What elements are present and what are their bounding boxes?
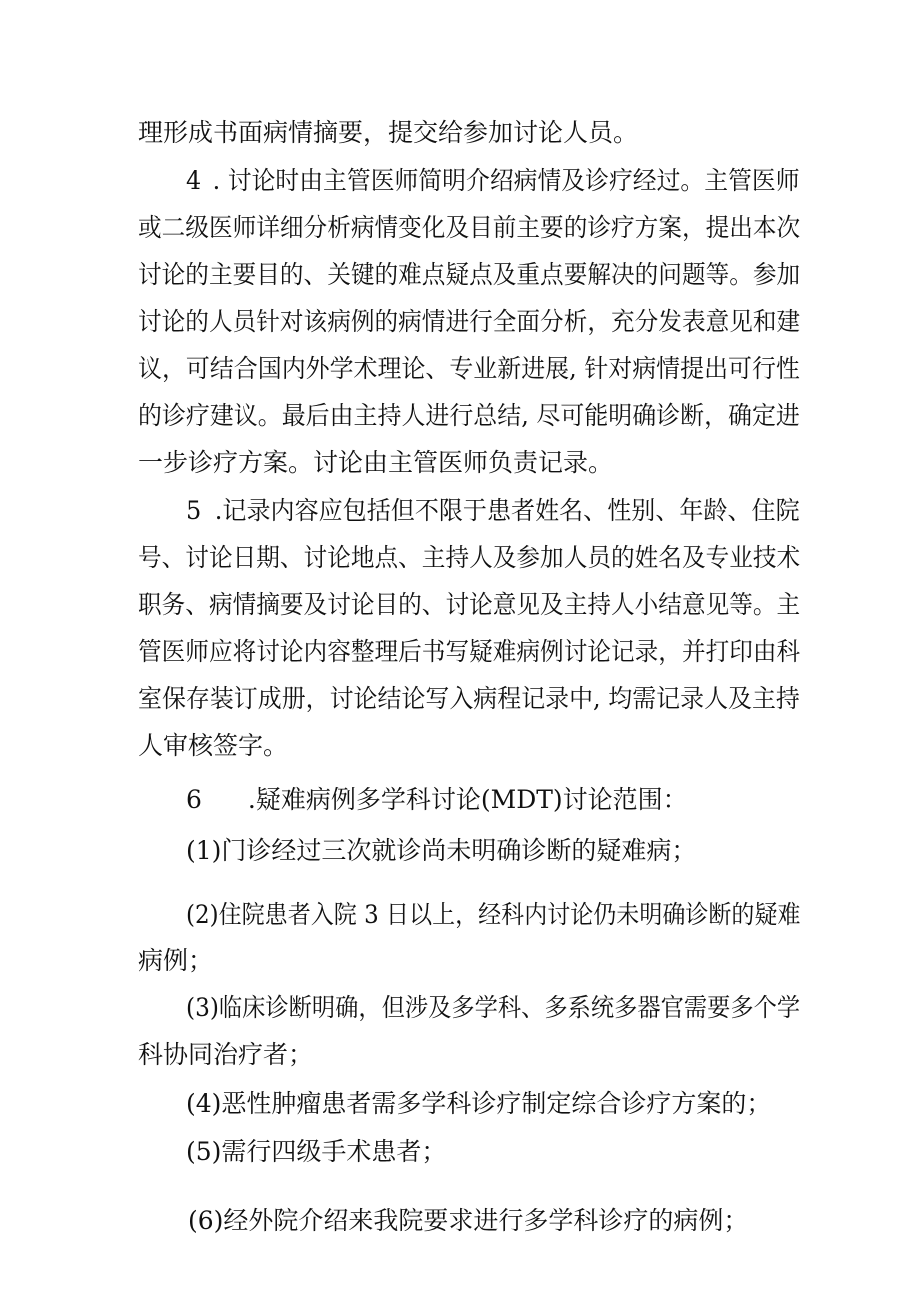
text-line: .记录内容应包括但不限于患者姓名、性别、年龄、住院	[214, 496, 800, 525]
text-line: (4)恶性肿瘤患者需多学科诊疗制定综合诊疗方案的；	[186, 1089, 772, 1118]
paragraph-3-continuation	[138, 116, 638, 150]
text-line: 科协同治疗者；	[138, 1040, 314, 1069]
scope-item-5	[186, 1135, 446, 1169]
item-5-first-line	[186, 494, 800, 528]
item-number: 4	[186, 166, 202, 195]
text-line: 或二级医师详细分析病情变化及目前主要的诊疗方案，提出本次	[138, 213, 801, 242]
text-line: 讨论的人员针对该病例的病情进行全面分析，充分发表意见和建	[138, 307, 801, 336]
item-4-line	[138, 352, 800, 386]
item-5-line	[138, 588, 800, 622]
text-line: . 讨论时由主管医师简明介绍病情及诊疗经过。主管医师	[212, 166, 800, 195]
item-4-line	[138, 258, 800, 292]
text-line: 讨论的主要目的、关键的难点疑点及重点要解决的问题等。参加	[138, 260, 801, 289]
item-4-line	[138, 446, 613, 480]
text-line: 病例；	[138, 946, 214, 975]
item-number: 5	[186, 496, 202, 525]
text-line: 议，可结合国内外学术理论、专业新进展, 针对病情提出可行性	[138, 354, 800, 383]
item-4-line	[138, 305, 800, 339]
item-5-line	[138, 729, 288, 763]
text-line: 室保存装订成册，讨论结论写入病程记录中, 均需记录人及主持	[138, 684, 800, 713]
scope-item-3-continuation	[138, 1038, 313, 1072]
text-line: 的诊疗建议。最后由主持人进行总结, 尽可能明确诊断，确定进	[138, 401, 800, 430]
scope-item-1	[186, 834, 696, 868]
item-5-line	[138, 635, 800, 669]
text-line: 号、讨论日期、讨论地点、主持人及参加人员的姓名及专业技术	[138, 543, 801, 572]
scope-item-2	[186, 898, 801, 932]
item-number: 6	[186, 785, 202, 814]
item-4-line	[138, 399, 800, 433]
text-line: (1)门诊经过三次就诊尚未明确诊断的疑难病；	[186, 836, 697, 865]
text-line: 管医师应将讨论内容整理后书写疑难病例讨论记录，并打印由科	[138, 637, 801, 666]
item-4-line	[138, 211, 800, 245]
item-5-line	[138, 541, 800, 575]
scope-item-4	[186, 1087, 771, 1121]
item-6-heading	[186, 783, 688, 817]
text-line: .疑难病例多学科讨论(MDT)讨论范围：	[247, 785, 688, 814]
text-line: 一步诊疗方案。讨论由主管医师负责记录。	[138, 448, 614, 477]
text-line: (3)临床诊断明确，但涉及多学科、多系统多器官需要多个学	[186, 993, 801, 1022]
item-4-first-line	[186, 164, 800, 198]
scope-item-2-continuation	[138, 944, 213, 978]
text-line: 人审核签字。	[138, 731, 289, 760]
scope-item-3	[186, 991, 800, 1025]
text-line: 理形成书面病情摘要，提交给参加讨论人员。	[138, 118, 639, 147]
item-5-line	[138, 682, 800, 716]
text-line: (6)经外院介绍来我院要求进行多学科诊疗的病例；	[188, 1206, 749, 1235]
text-line: (5)需行四级手术患者；	[186, 1137, 447, 1166]
text-line: (2)住院患者入院 3 日以上，经科内讨论仍未明确诊断的疑难	[186, 900, 801, 929]
text-line: 职务、病情摘要及讨论目的、讨论意见及主持人小结意见等。主	[138, 590, 801, 619]
scope-item-6	[188, 1204, 748, 1238]
